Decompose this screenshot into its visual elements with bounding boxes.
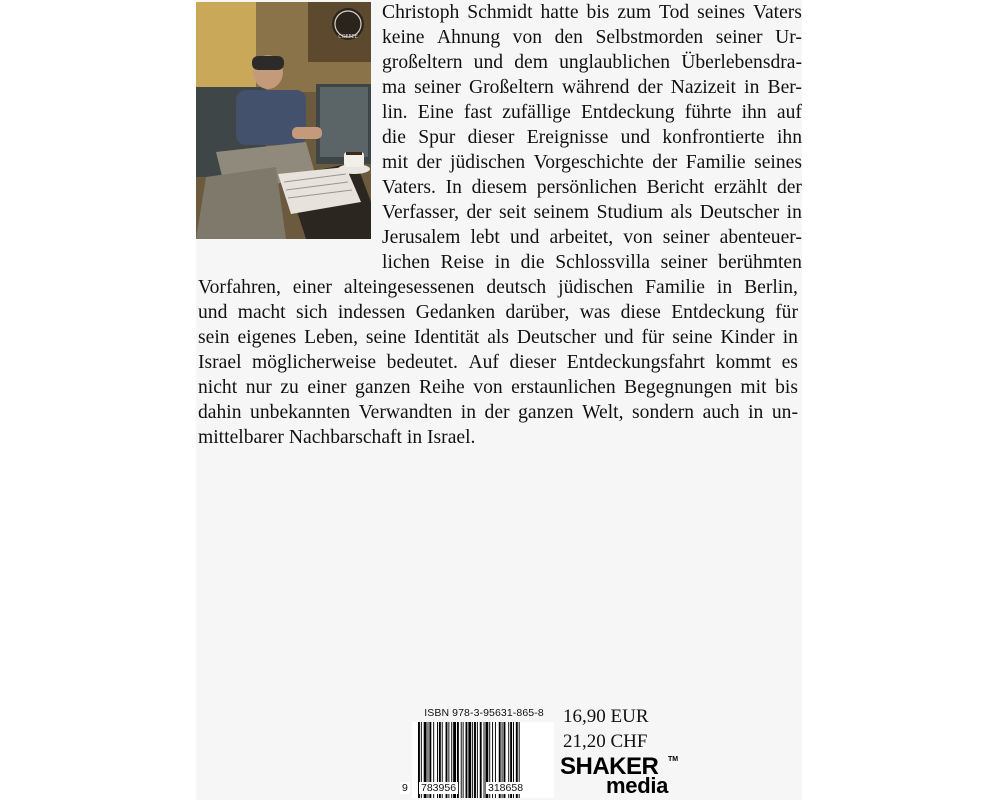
publisher-logo-line2: media bbox=[606, 773, 669, 798]
publisher-logo-line1: SHAKER bbox=[560, 753, 659, 780]
blurb-word: die bbox=[520, 252, 545, 273]
blurb-word: Begegnungen bbox=[624, 377, 732, 398]
blurb-word: der bbox=[776, 177, 802, 198]
blurb-word: in bbox=[748, 402, 764, 423]
blurb-word: Vaters bbox=[752, 2, 802, 23]
blurb-word: der bbox=[466, 202, 492, 223]
blurb-word: ganzen bbox=[518, 402, 574, 423]
blurb-word: persönlichen bbox=[536, 177, 637, 198]
blurb-word: mit bbox=[382, 152, 409, 173]
blurb-line bbox=[196, 50, 802, 75]
blurb-word: Ber- bbox=[767, 77, 802, 98]
blurb-word: sondern bbox=[632, 402, 695, 423]
blurb-word: Vorgeschichte bbox=[533, 152, 644, 173]
blurb-line bbox=[196, 225, 802, 250]
blurb-word: lebt bbox=[470, 227, 500, 248]
blurb-word: deutsch bbox=[486, 277, 547, 298]
barcode-digits bbox=[400, 782, 560, 796]
blurb-word: Deutscher bbox=[516, 327, 597, 348]
blurb-word: darüber, bbox=[505, 302, 570, 323]
blurb-word: seinem bbox=[533, 202, 590, 223]
blurb-word: als bbox=[487, 327, 509, 348]
blurb-word: auf bbox=[776, 102, 802, 123]
blurb-word: Verwandten bbox=[358, 402, 453, 423]
blurb-word: Familie bbox=[645, 277, 705, 298]
blurb-word: bis bbox=[775, 377, 798, 398]
blurb-word: führte bbox=[684, 102, 732, 123]
blurb-word: in bbox=[460, 402, 477, 423]
price-eur: 16,90 EUR bbox=[563, 706, 649, 727]
blurb-word: der bbox=[416, 152, 442, 173]
blurb-word: in bbox=[786, 202, 802, 223]
blurb-line-text bbox=[198, 350, 798, 375]
blurb-word: Berlin, bbox=[744, 277, 798, 298]
blurb-word: während bbox=[561, 77, 630, 98]
blurb-line-text bbox=[382, 75, 802, 100]
blurb-word: und bbox=[198, 302, 228, 323]
blurb-line-text bbox=[382, 150, 802, 175]
blurb-word: Familie bbox=[685, 152, 746, 173]
blurb-word: für bbox=[775, 302, 798, 323]
blurb-word: Überlebensdra- bbox=[681, 52, 802, 73]
blurb-word: ganzen bbox=[355, 377, 411, 398]
blurb-word: lin. bbox=[382, 102, 408, 123]
blurb-word: Kinder bbox=[720, 327, 775, 348]
blurb-line-text bbox=[198, 375, 798, 400]
blurb-line-text bbox=[198, 400, 798, 425]
blurb-word: hatte bbox=[540, 2, 579, 23]
blurb-word: nicht bbox=[198, 377, 238, 398]
blurb-word: Tod bbox=[659, 2, 690, 23]
blurb-word: Vorfahren, bbox=[198, 277, 281, 298]
blurb-word: Israel bbox=[198, 352, 242, 373]
coffee-sign-text: COFFEE bbox=[338, 34, 358, 40]
blurb-word: von bbox=[623, 227, 653, 248]
blurb-word: in bbox=[782, 327, 798, 348]
blurb-word: eigenes bbox=[237, 327, 297, 348]
blurb-line bbox=[196, 300, 802, 325]
blurb-word: zufällige bbox=[502, 102, 571, 123]
book-blurb bbox=[196, 0, 802, 450]
blurb-word: seit bbox=[498, 202, 527, 223]
blurb-word: jüdischen bbox=[558, 277, 634, 298]
blurb-word: Großeltern bbox=[468, 77, 554, 98]
blurb-line-text bbox=[382, 100, 802, 125]
blurb-line bbox=[196, 0, 802, 25]
blurb-line bbox=[196, 375, 802, 400]
blurb-line-text bbox=[382, 25, 802, 50]
barcode-digits-right: 318658 bbox=[488, 782, 524, 794]
blurb-word: Spur bbox=[418, 127, 456, 148]
blurb-word: bedeutet. bbox=[386, 352, 458, 373]
blurb-word: zu bbox=[280, 377, 299, 398]
blurb-line bbox=[196, 200, 802, 225]
blurb-word: un- bbox=[771, 402, 798, 423]
blurb-word: sich bbox=[295, 302, 328, 323]
blurb-line bbox=[196, 100, 802, 125]
blurb-word: der bbox=[652, 152, 678, 173]
barcode-digit-first: 9 bbox=[402, 782, 408, 794]
blurb-word: für bbox=[641, 327, 665, 348]
blurb-word: der bbox=[484, 402, 510, 423]
blurb-word: keine bbox=[382, 27, 425, 48]
blurb-line bbox=[196, 25, 802, 50]
blurb-word: Ur- bbox=[775, 27, 802, 48]
blurb-word: diesem bbox=[471, 177, 528, 198]
blurb-word: die bbox=[382, 127, 406, 148]
publisher-logo bbox=[560, 755, 680, 797]
blurb-word: Studium bbox=[596, 202, 664, 223]
blurb-word: in bbox=[744, 77, 760, 98]
blurb-word: dieser bbox=[509, 352, 557, 373]
blurb-word: unbekannten bbox=[250, 402, 351, 423]
blurb-word: Jerusalem bbox=[382, 227, 461, 248]
blurb-line-text bbox=[382, 225, 802, 250]
blurb-word: Schmidt bbox=[467, 2, 533, 23]
blurb-word: den bbox=[554, 27, 583, 48]
blurb-word: Auf bbox=[468, 352, 499, 373]
blurb-word: sein bbox=[198, 327, 230, 348]
blurb-word: dahin bbox=[198, 402, 242, 423]
blurb-word: unglaublichen bbox=[559, 52, 671, 73]
blurb-word: Entdeckung bbox=[580, 102, 675, 123]
blurb-line bbox=[196, 75, 802, 100]
blurb-word: Identität bbox=[414, 327, 480, 348]
blurb-line bbox=[196, 250, 802, 275]
blurb-word: seiner bbox=[660, 252, 708, 273]
blurb-word: ihn bbox=[776, 127, 802, 148]
blurb-word: einer bbox=[292, 277, 332, 298]
blurb-line bbox=[196, 175, 802, 200]
blurb-word: Bericht bbox=[646, 177, 705, 198]
blurb-word: Christoph bbox=[382, 2, 460, 23]
blurb-word: großeltern bbox=[382, 52, 463, 73]
blurb-word: Nazizeit bbox=[670, 77, 737, 98]
blurb-word: Ereignisse bbox=[526, 127, 609, 148]
blurb-word: diese bbox=[620, 302, 661, 323]
blurb-word: fast bbox=[463, 102, 493, 123]
blurb-word: Reihe bbox=[419, 377, 465, 398]
blurb-word: ma bbox=[382, 77, 406, 98]
blurb-line bbox=[196, 275, 802, 300]
blurb-line bbox=[196, 150, 802, 175]
blurb-word: Deutscher bbox=[699, 202, 780, 223]
blurb-word: In bbox=[445, 177, 462, 198]
blurb-line-text bbox=[382, 50, 802, 75]
blurb-word: seiner bbox=[715, 27, 763, 48]
blurb-line bbox=[196, 125, 802, 150]
blurb-word: Reise bbox=[440, 252, 485, 273]
blurb-word: dieser bbox=[467, 127, 515, 148]
blurb-word: in bbox=[494, 252, 510, 273]
blurb-word: Entdeckung bbox=[671, 302, 765, 323]
blurb-line-text bbox=[198, 275, 798, 300]
blurb-word: Vaters. bbox=[382, 177, 436, 198]
blurb-word: seiner bbox=[662, 227, 710, 248]
blurb-line-text bbox=[198, 300, 798, 325]
blurb-word: nur bbox=[245, 377, 272, 398]
blurb-word: seine bbox=[365, 327, 407, 348]
blurb-word: von bbox=[473, 377, 503, 398]
blurb-word: seines bbox=[697, 2, 746, 23]
barcode-digits-left: 783956 bbox=[421, 782, 457, 794]
blurb-word: dem bbox=[514, 52, 548, 73]
blurb-word: Schlossvilla bbox=[555, 252, 650, 273]
blurb-line-text: mittelbarer Nachbarschaft in Israel. bbox=[198, 427, 476, 448]
blurb-word: zum bbox=[617, 2, 652, 23]
blurb-word: es bbox=[781, 352, 798, 373]
blurb-word: lichen bbox=[382, 252, 430, 273]
blurb-line-text bbox=[198, 325, 798, 350]
blurb-word: seines bbox=[754, 152, 802, 173]
blurb-word: seine bbox=[672, 327, 713, 348]
blurb-word: als bbox=[670, 202, 693, 223]
blurb-word: und bbox=[509, 227, 540, 248]
blurb-word: indessen bbox=[337, 302, 406, 323]
blurb-line-text bbox=[382, 125, 802, 150]
blurb-word: von bbox=[512, 27, 543, 48]
blurb-word: und bbox=[620, 127, 651, 148]
blurb-word: und bbox=[473, 52, 504, 73]
blurb-word: abenteuer- bbox=[719, 227, 802, 248]
blurb-line-text bbox=[382, 200, 802, 225]
blurb-word: Leben, bbox=[304, 327, 358, 348]
blurb-word: was bbox=[579, 302, 611, 323]
blurb-word: macht bbox=[237, 302, 286, 323]
blurb-word: Verfasser, bbox=[382, 202, 460, 223]
blurb-word: arbeitet, bbox=[549, 227, 614, 248]
blurb-word: in bbox=[716, 277, 733, 298]
blurb-word: und bbox=[604, 327, 634, 348]
blurb-line-text bbox=[382, 250, 802, 275]
blurb-word: Welt, bbox=[582, 402, 624, 423]
blurb-word: alteingesessenen bbox=[343, 277, 475, 298]
blurb-word: konfrontierte bbox=[662, 127, 765, 148]
blurb-word: bis bbox=[586, 2, 610, 23]
blurb-word: der bbox=[637, 77, 663, 98]
price-chf: 21,20 CHF bbox=[563, 731, 648, 752]
blurb-word: ihn bbox=[741, 102, 767, 123]
blurb-line bbox=[196, 350, 802, 375]
blurb-word: jüdischen bbox=[450, 152, 526, 173]
publisher-trademark: TM bbox=[668, 756, 679, 763]
blurb-word: Entdeckungsfahrt bbox=[566, 352, 705, 373]
blurb-word: Eine bbox=[417, 102, 454, 123]
blurb-word: auch bbox=[702, 402, 740, 423]
blurb-word: Ahnung bbox=[436, 27, 501, 48]
blurb-line-last bbox=[196, 425, 802, 450]
blurb-word: Gedanken bbox=[415, 302, 496, 323]
blurb-word: möglicherweise bbox=[252, 352, 377, 373]
isbn-label: ISBN 978-3-95631-865-8 bbox=[424, 707, 544, 719]
blurb-line bbox=[196, 400, 802, 425]
blurb-word: mit bbox=[740, 377, 767, 398]
blurb-line-text bbox=[382, 0, 802, 25]
blurb-line bbox=[196, 325, 802, 350]
blurb-word: kommt bbox=[715, 352, 772, 373]
blurb-line-text bbox=[382, 175, 802, 200]
blurb-word: Selbstmorden bbox=[595, 27, 704, 48]
blurb-word: erstaunlichen bbox=[511, 377, 616, 398]
blurb-word: einer bbox=[307, 377, 347, 398]
blurb-word: seiner bbox=[414, 77, 461, 98]
blurb-word: berühmten bbox=[718, 252, 802, 273]
blurb-word: erzählt bbox=[713, 177, 768, 198]
